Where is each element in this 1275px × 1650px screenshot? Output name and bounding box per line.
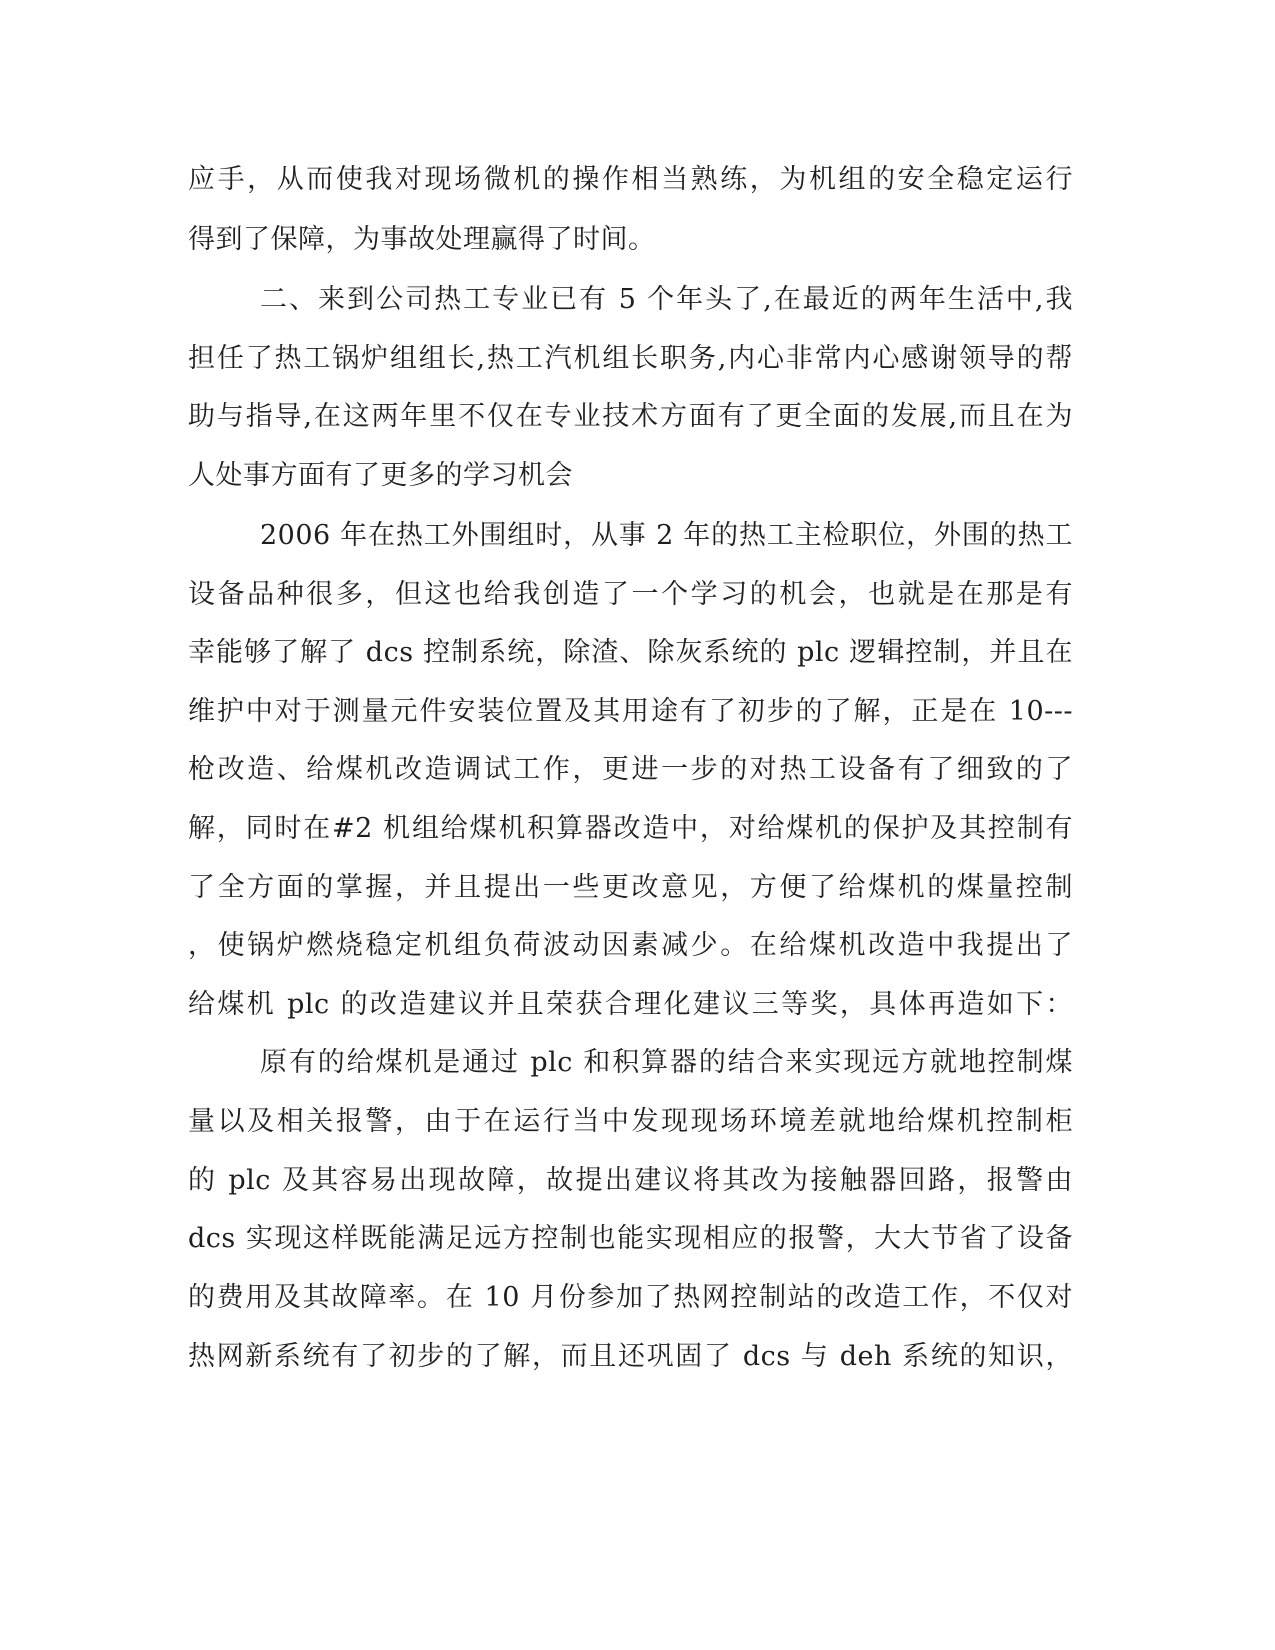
text-line: 2006 年在热工外围组时，从事 2 年的热工主检职位，外围的热工 [260,520,1073,551]
text-line: 了全方面的掌握，并且提出一些更改意见，方便了给煤机的煤量控制 [188,872,1073,903]
text-line: 助与指导,在这两年里不仅在专业技术方面有了更全面的发展,而且在为 [188,401,1073,432]
text-line: 的 plc 及其容易出现故障，故提出建议将其改为接触器回路，报警由 [188,1165,1073,1196]
text-line: dcs 实现这样既能满足远方控制也能实现相应的报警，大大节省了设备 [188,1223,1073,1254]
text-line: 枪改造、给煤机改造调试工作，更进一步的对热工设备有了细致的了 [188,754,1073,785]
text-line: 人处事方面有了更多的学习机会 [188,460,573,491]
text-line: 给煤机 plc 的改造建议并且荣获合理化建议三等奖，具体再造如下： [188,989,1073,1020]
text-line: ，使锅炉燃烧稳定机组负荷波动因素减少。在给煤机改造中我提出了 [188,930,1073,961]
text-line: 热网新系统有了初步的了解，而且还巩固了 dcs 与 deh 系统的知识， [188,1341,1073,1372]
text-line: 得到了保障，为事故处理赢得了时间。 [188,224,656,255]
text-line: 维护中对于测量元件安装位置及其用途有了初步的了解，正是在 10--- [188,696,1073,727]
text-line: 的费用及其故障率。在 10 月份参加了热网控制站的改造工作，不仅对 [188,1282,1073,1313]
text-line: 解，同时在#2 机组给煤机积算器改造中，对给煤机的保护及其控制有 [188,813,1073,844]
text-line: 设备品种很多，但这也给我创造了一个学习的机会，也就是在那是有 [188,579,1073,610]
text-line: 量以及相关报警，由于在运行当中发现现场环境差就地给煤机控制柜 [188,1106,1073,1137]
text-line: 幸能够了解了 dcs 控制系统，除渣、除灰系统的 plc 逻辑控制，并且在 [188,637,1073,668]
text-line: 应手，从而使我对现场微机的操作相当熟练，为机组的安全稳定运行 [188,164,1073,195]
text-line: 原有的给煤机是通过 plc 和积算器的结合来实现远方就地控制煤 [260,1047,1073,1078]
text-line: 二、来到公司热工专业已有 5 个年头了,在最近的两年生活中,我 [260,284,1073,315]
text-line: 担任了热工锅炉组组长,热工汽机组长职务,内心非常内心感谢领导的帮 [188,343,1073,374]
